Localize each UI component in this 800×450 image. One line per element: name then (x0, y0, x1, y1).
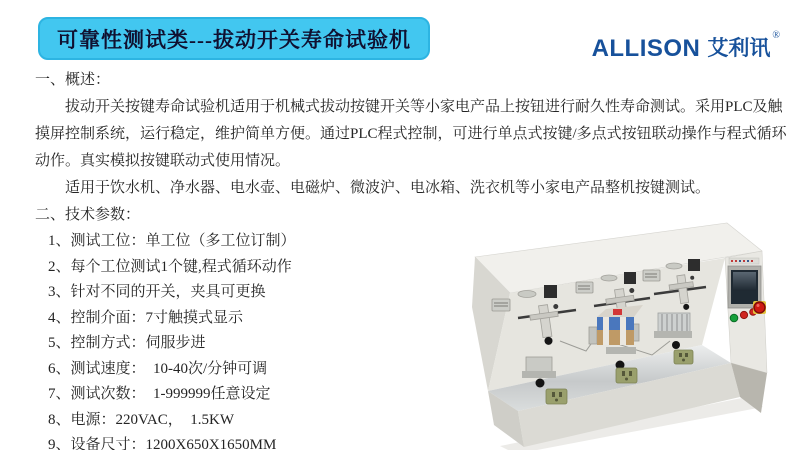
brand-logo (591, 30, 780, 62)
start-button (730, 314, 738, 322)
brand-name-cjk: 艾利讯 (707, 37, 771, 60)
spec-item-9: 9、设备尺寸：1200X650X1650MM (48, 437, 277, 450)
brand-name-latin: ALLISON (591, 35, 701, 62)
overview-heading: 一、概述： (35, 72, 111, 88)
spec-item-6: 6、测试速度： 10-40次/分钟可调 (48, 360, 268, 377)
outlet-plate-3 (674, 350, 693, 364)
spec-item-5: 5、控制方式：伺服步进 (48, 335, 206, 351)
spec-item-4: 4、控制介面：7寸触摸式显示 (48, 309, 244, 326)
spec-item-3: 3、针对不同的开关，夹具可更换 (48, 284, 266, 300)
title-banner (38, 17, 430, 60)
outlet-plate-2 (616, 368, 637, 383)
stop-button (740, 311, 747, 318)
emergency-stop-button (753, 301, 766, 314)
spec-item-2: 2、每个工位测试1个键,程式循环动作 (48, 258, 292, 275)
outlet-plate-1 (546, 389, 567, 404)
overview-paragraph-1: 拔动开关按键寿命试验机适用于机械式拔动按键开关等小家电产品上按钮进行耐久性寿命测试。采用PLC及触摸屏控制系统，运行稳定，维护简单方便。通过PLC程式控制，可进行单点式按键/多点式按钮联动操作与程式循环动作。真实模拟按键联动式使用情况。 (35, 99, 787, 169)
specs-heading: 二、技术参数： (35, 207, 141, 223)
page-title: 可靠性测试类---拔动开关寿命试验机 (57, 27, 411, 52)
striped-clamp-block (658, 313, 690, 333)
spec-item-8: 8、电源：220VAC， 1.5KW (48, 411, 234, 428)
spec-item-1: 1、测试工位：单工位（多工位订制） (48, 233, 296, 249)
registered-trademark-icon: ® (772, 30, 780, 41)
spec-item-7: 7、测试次数： 1-999999任意设定 (48, 386, 271, 402)
machine-photo (400, 195, 800, 450)
overview-paragraph-2: 适用于饮水机、净水器、电水壶、电磁炉、微波沪、电冰箱、洗衣机等小家电产品整机按键测试。 (65, 180, 711, 196)
